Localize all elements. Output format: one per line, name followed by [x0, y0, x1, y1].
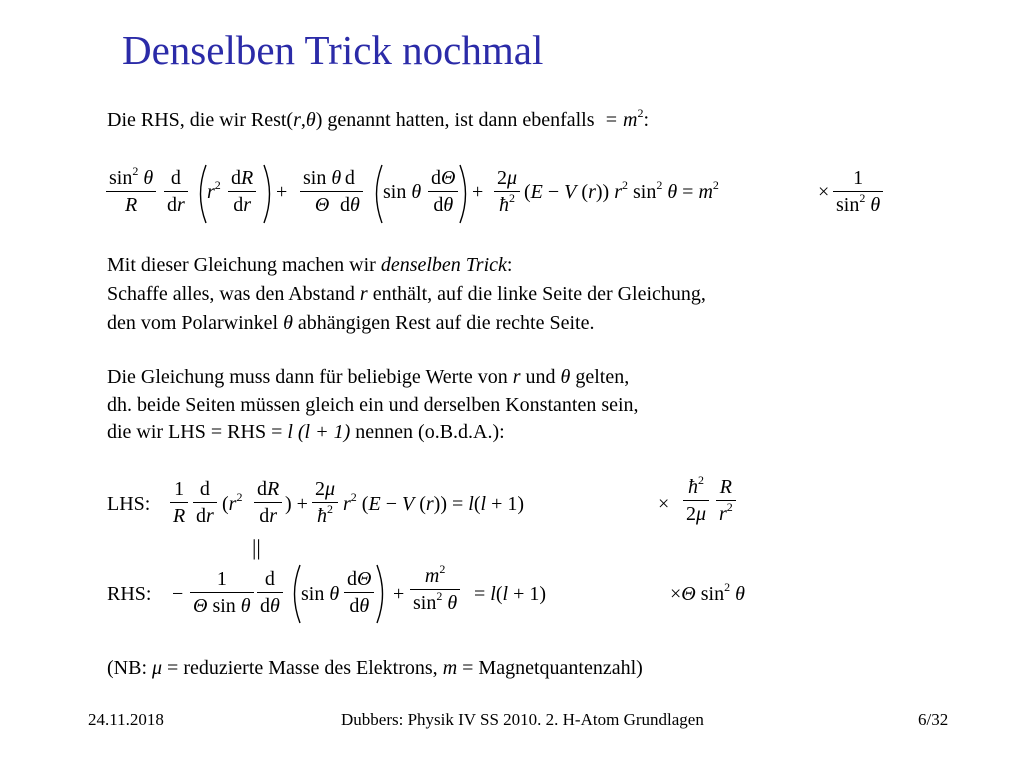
- frac-d-dr: d dr: [164, 168, 188, 215]
- vertical-equal-sign: ||: [252, 535, 261, 560]
- sin-theta: sin θ: [383, 181, 422, 203]
- times-sign: ×: [818, 181, 830, 203]
- rhs-intro-text-2: ) genannt hatten, ist dann ebenfalls: [315, 109, 595, 131]
- frac-d-dtheta: d dθ: [337, 168, 363, 215]
- frac-sin2theta-over-R: $\sin^2 \theta$ R: [106, 168, 156, 215]
- left-bracket-3: [288, 564, 302, 624]
- var-theta: θ: [305, 109, 316, 131]
- frac-sintheta-Theta: sin θ Θ: [300, 168, 344, 215]
- frac-1-R: 1 R: [170, 479, 188, 526]
- rhs-result: = l(l + 1): [474, 583, 547, 605]
- m-squared: = m: [604, 109, 638, 131]
- frac-dR-dr: dR dr: [254, 479, 282, 526]
- right-bracket-1: [262, 164, 276, 224]
- r-squared: $r^2$: [207, 178, 221, 203]
- minus-sign: −: [172, 583, 184, 605]
- text: = reduzierte Masse des Elektrons,: [162, 657, 443, 679]
- colon: :: [643, 109, 650, 131]
- left-bracket-2: [370, 164, 384, 224]
- footer-date: 24.11.2018: [88, 710, 164, 729]
- comma: ,: [300, 109, 306, 131]
- frac-1-sin2theta: 1 $\sin^2 \theta$: [833, 168, 883, 215]
- left-bracket-1: [194, 164, 208, 224]
- sin-theta: sin θ: [301, 583, 340, 605]
- para2-line2: dh. beide Seiten müssen gleich ein und derselben Konstanten sein,: [107, 394, 639, 416]
- note-line: [107, 658, 643, 678]
- var-m: m: [442, 657, 458, 679]
- para1-line2: [107, 284, 706, 304]
- emphasis: denselben Trick: [380, 254, 507, 276]
- right-bracket-3: [375, 564, 389, 624]
- frac-d-dr: d dr: [193, 479, 217, 526]
- text: die wir LHS = RHS =: [107, 421, 288, 443]
- lhs-energy-term: $r^2$ (E − V (r)) = l(l + 1): [343, 490, 525, 515]
- plus-sign: +: [472, 181, 484, 203]
- energy-term: (E − V (r)) $r^2$ $\sin^2 \theta = m^2$: [524, 178, 719, 203]
- text: enthält, auf die linke Seite der Gleichung,: [367, 283, 706, 305]
- footer-page-number: 6/32: [918, 710, 949, 729]
- var-theta: θ: [560, 366, 571, 388]
- slide-title: Denselben Trick nochmal: [122, 27, 544, 73]
- plus-sign: +: [276, 181, 288, 203]
- var-mu: μ: [152, 657, 163, 679]
- para2-line3: [107, 422, 505, 442]
- text: den vom Polarwinkel: [107, 312, 284, 334]
- text: Schaffe alles, was den Abstand: [107, 283, 360, 305]
- footer-course: Dubbers: Physik IV SS 2010. 2. H-Atom Grundlagen: [341, 710, 704, 729]
- frac-m2-sin2theta: $m^2$ $\sin^2 \theta$: [410, 566, 460, 613]
- para1-line3: [107, 313, 594, 333]
- times-Theta-sin2theta: ×Θ $\sin^2 \theta$: [670, 580, 745, 605]
- var-r: r: [293, 109, 301, 131]
- para2-line1: [107, 367, 629, 387]
- frac-1-Theta-sintheta: 1 Θ sin θ: [190, 569, 254, 616]
- r-squared-paren: ($r^2$: [222, 490, 243, 515]
- frac-R-r2: R $r^2$: [716, 477, 736, 524]
- para1-line1: [107, 255, 512, 275]
- text: nennen (o.B.d.A.):: [350, 421, 505, 443]
- close-plus: ) +: [285, 493, 308, 515]
- plus-sign: +: [393, 583, 405, 605]
- frac-dR-dr: dR dr: [228, 168, 256, 215]
- rhs-intro-line: Die RHS, die wir Rest(r,θ) genannt hatten, ist dann ebenfalls = $m^2$:: [107, 106, 650, 131]
- text: Mit dieser Gleichung machen wir: [107, 254, 381, 276]
- text: = Magnetquantenzahl): [457, 657, 643, 679]
- frac-2mu-hbar2: 2μ $ħ^2$: [312, 479, 338, 526]
- right-bracket-2: [458, 164, 472, 224]
- text: Die Gleichung muss dann für beliebige Werte von: [107, 366, 513, 388]
- l-l-plus-1: l (l + 1): [287, 421, 351, 443]
- frac-2mu-hbar2: 2μ $ħ^2$: [494, 168, 520, 215]
- text: und: [520, 366, 561, 388]
- text: gelten,: [570, 366, 630, 388]
- text: (NB:: [107, 657, 152, 679]
- frac-hbar2-2mu: $ħ^2$ 2μ: [683, 477, 709, 524]
- lhs-label: LHS:: [107, 493, 151, 515]
- text: abhängigen Rest auf die rechte Seite.: [292, 312, 595, 334]
- text: :: [506, 254, 513, 276]
- frac-dTheta-dtheta: dΘ dθ: [428, 168, 458, 215]
- var-r: r: [359, 283, 368, 305]
- var-r: r: [512, 366, 521, 388]
- frac-dTheta-dtheta: dΘ dθ: [344, 569, 374, 616]
- var-theta: θ: [283, 312, 293, 334]
- rhs-label: RHS:: [107, 583, 152, 605]
- rhs-intro-text: Die RHS, die wir Rest(: [107, 109, 294, 131]
- frac-d-dtheta: d dθ: [257, 569, 283, 616]
- times-sign: ×: [658, 493, 670, 515]
